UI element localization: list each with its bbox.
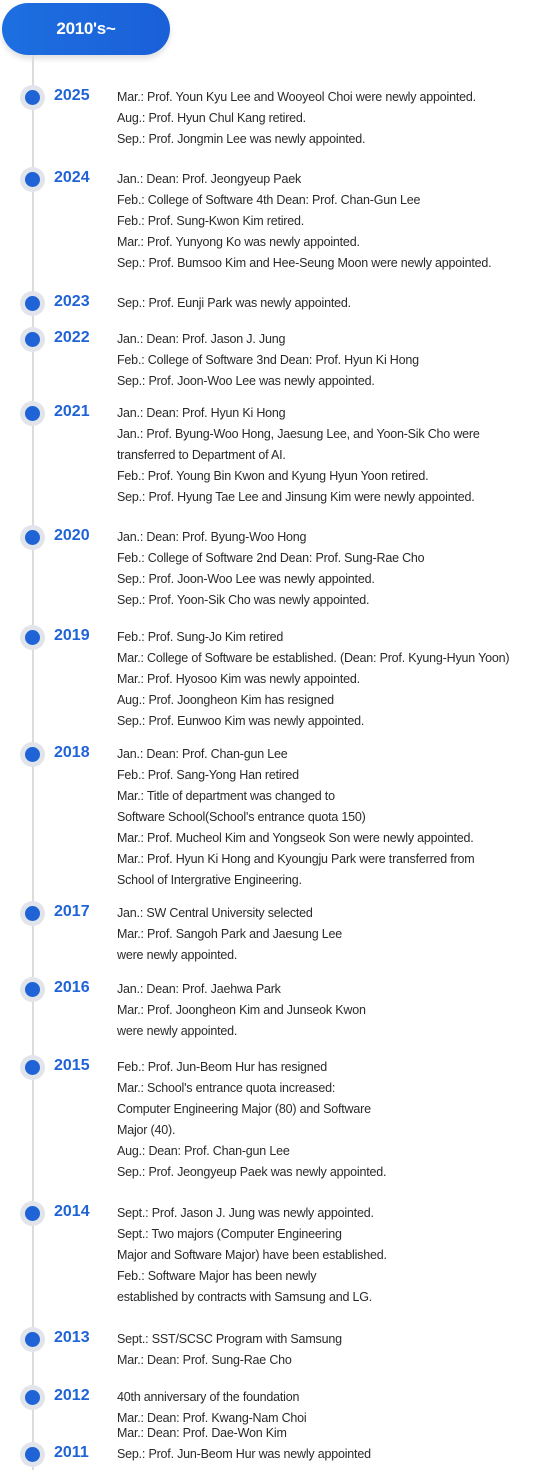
event-line: Mar.: Prof. Joongheon Kim and Junseok Kwon [117, 1003, 366, 1017]
entry-year: 2012 [54, 1387, 90, 1404]
event-line: established by contracts with Samsung and LG. [117, 1290, 373, 1304]
event-line: Jan.: Dean: Prof. Jaehwa Park [117, 982, 281, 996]
event-line: Feb.: Prof. Sung-Jo Kim retired [117, 630, 284, 644]
event-line: Feb.: Prof. Young Bin Kwon and Kyung Hyun Yoon retired. [117, 469, 429, 483]
timeline-dot-icon [20, 401, 45, 426]
entry-events [117, 329, 532, 392]
entry-year: 2022 [54, 329, 90, 346]
entry-year: 2018 [54, 744, 90, 761]
timeline-dot-icon [20, 1327, 45, 1352]
event-line: Aug.: Dean: Prof. Chan-gun Lee [117, 1144, 290, 1158]
event-line: Aug.: Prof. Joongheon Kim has resigned [117, 693, 334, 707]
event-line: Software School(School's entrance quota 150) [117, 810, 366, 824]
event-line: Major (40). [117, 1123, 176, 1137]
event-line: School of Intergrative Engineering. [117, 873, 302, 887]
entry-events [117, 403, 532, 508]
timeline-dot-icon [20, 901, 45, 926]
event-line: Mar.: Dean: Prof. Kwang-Nam Choi [117, 1411, 307, 1425]
entry-year: 2019 [54, 627, 90, 644]
event-line: Jan.: Dean: Prof. Jeongyeup Paek [117, 172, 301, 186]
event-line: Feb.: Prof. Sang-Yong Han retired [117, 768, 299, 782]
entry-events [117, 87, 532, 150]
event-line: Jan.: SW Central University selected [117, 906, 313, 920]
entry-year: 2013 [54, 1329, 90, 1346]
event-line: Mar.: School's entrance quota increased: [117, 1081, 336, 1095]
event-line: were newly appointed. [117, 948, 238, 962]
event-line: Mar.: Prof. Mucheol Kim and Yongseok Son were newly appointed. [117, 831, 474, 845]
event-line: Jan.: Prof. Byung-Woo Hong, Jaesung Lee, and Yoon-Sik Cho were [117, 427, 480, 441]
timeline-dot-icon [20, 1055, 45, 1080]
event-line: Sep.: Prof. Bumsoo Kim and Hee-Seung Moon were newly appointed. [117, 256, 492, 270]
entry-events [117, 1203, 532, 1308]
event-line: Sept.: Two majors (Computer Engineering [117, 1227, 342, 1241]
entry-events [117, 627, 532, 732]
timeline-dot-icon [20, 742, 45, 767]
timeline-dot-icon [20, 291, 45, 316]
event-line: Sep.: Prof. Hyung Tae Lee and Jinsung Kim were newly appointed. [117, 490, 475, 504]
event-line: Sep.: Prof. Eunji Park was newly appointed. [117, 296, 351, 310]
entry-events [117, 169, 532, 274]
event-line: Mar.: Prof. Hyun Ki Hong and Kyoungju Park were transferred from [117, 852, 475, 866]
event-line: Computer Engineering Major (80) and Software [117, 1102, 371, 1116]
timeline-dot-icon [20, 327, 45, 352]
event-line: Feb.: Prof. Sung-Kwon Kim retired. [117, 214, 305, 228]
event-line: Sep.: Prof. Jongmin Lee was newly appointed. [117, 132, 366, 146]
event-line: Sep.: Prof. Yoon-Sik Cho was newly appointed. [117, 593, 370, 607]
entry-events [117, 1057, 532, 1183]
event-line: 40th anniversary of the foundation [117, 1390, 300, 1404]
event-line: Jan.: Dean: Prof. Chan-gun Lee [117, 747, 288, 761]
event-line: Feb.: College of Software 3nd Dean: Prof. Hyun Ki Hong [117, 353, 419, 367]
event-line: Feb.: College of Software 2nd Dean: Prof. Sung-Rae Cho [117, 551, 425, 565]
entry-events [117, 744, 532, 891]
timeline-dot-icon [20, 625, 45, 650]
timeline-dot-icon [20, 1385, 45, 1410]
entry-events [117, 527, 532, 611]
event-line: Sept.: SST/SCSC Program with Samsung [117, 1332, 342, 1346]
event-line: Mar.: Dean: Prof. Sung-Rae Cho [117, 1353, 292, 1367]
event-line: Feb.: Software Major has been newly [117, 1269, 317, 1283]
entry-year: 2021 [54, 403, 90, 420]
event-line: Sept.: Prof. Jason J. Jung was newly appointed. [117, 1206, 374, 1220]
event-line: Sep.: Prof. Jun-Beom Hur was newly appointed [117, 1447, 371, 1461]
event-line: Feb.: College of Software 4th Dean: Prof. Chan-Gun Lee [117, 193, 421, 207]
entry-year: 2024 [54, 169, 90, 186]
event-line: Mar.: Prof. Hyosoo Kim was newly appointed. [117, 672, 360, 686]
entry-events [117, 979, 532, 1042]
event-line: were newly appointed. [117, 1024, 238, 1038]
event-line: Jan.: Dean: Prof. Hyun Ki Hong [117, 406, 286, 420]
event-line: Sep.: Prof. Joon-Woo Lee was newly appointed. [117, 572, 375, 586]
event-line: Mar.: College of Software be established. (Dean: Prof. Kyung-Hyun Yoon) [117, 651, 510, 665]
entry-events [117, 1423, 532, 1465]
entry-year: 2025 [54, 87, 90, 104]
event-line: Mar.: Prof. Yunyong Ko was newly appointed. [117, 235, 360, 249]
entry-events [117, 1329, 532, 1371]
event-line: Mar.: Dean: Prof. Dae-Won Kim [117, 1426, 287, 1440]
era-badge: 2010's~ [2, 3, 170, 55]
event-line: Jan.: Dean: Prof. Jason J. Jung [117, 332, 286, 346]
event-line: Mar.: Prof. Youn Kyu Lee and Wooyeol Choi were newly appointed. [117, 90, 476, 104]
timeline-dot-icon [20, 1201, 45, 1226]
event-line: Feb.: Prof. Jun-Beom Hur has resigned [117, 1060, 328, 1074]
event-line: Aug.: Prof. Hyun Chul Kang retired. [117, 111, 306, 125]
event-line: Major and Software Major) have been established. [117, 1248, 387, 1262]
timeline-dot-icon [20, 167, 45, 192]
event-line: Mar.: Title of department was changed to [117, 789, 335, 803]
event-line: Jan.: Dean: Prof. Byung-Woo Hong [117, 530, 307, 544]
entry-year: 2016 [54, 979, 90, 996]
entry-year: 2020 [54, 527, 90, 544]
entry-year: 2014 [54, 1203, 90, 1220]
event-line: Sep.: Prof. Jeongyeup Paek was newly appointed. [117, 1165, 387, 1179]
timeline-dot-icon [20, 85, 45, 110]
timeline-dot-icon [20, 1442, 45, 1467]
event-line: Sep.: Prof. Eunwoo Kim was newly appointed. [117, 714, 365, 728]
timeline-dot-icon [20, 525, 45, 550]
event-line: Mar.: Prof. Sangoh Park and Jaesung Lee [117, 927, 342, 941]
entry-year: 2017 [54, 903, 90, 920]
entry-year: 2015 [54, 1057, 90, 1074]
entry-year: 2011 [54, 1444, 89, 1461]
timeline-dot-icon [20, 977, 45, 1002]
event-line: Sep.: Prof. Joon-Woo Lee was newly appointed. [117, 374, 375, 388]
entry-events [117, 903, 532, 966]
entry-events [117, 293, 532, 314]
entry-year: 2023 [54, 293, 90, 310]
event-line: transferred to Department of AI. [117, 448, 286, 462]
